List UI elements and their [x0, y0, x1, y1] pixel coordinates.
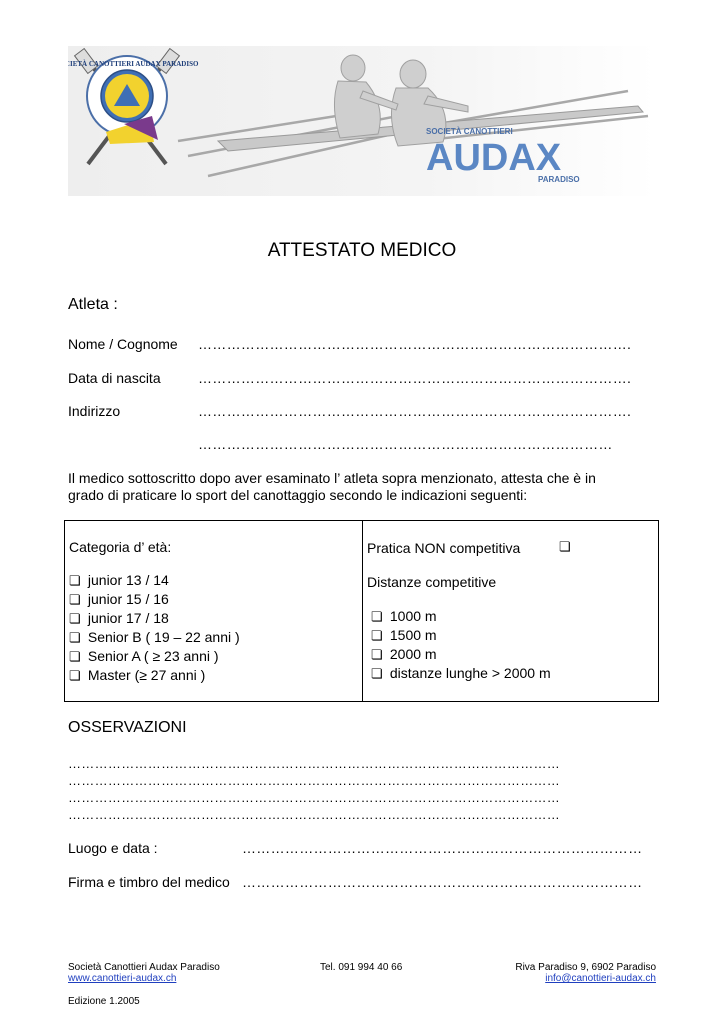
distance-item-long[interactable]: ❏ distanze lunghe > 2000 m	[371, 665, 551, 681]
non-competitive-option[interactable]	[367, 539, 520, 558]
doctor-signature-field[interactable]: …………………………………………………………………………	[242, 874, 643, 890]
footer-org: Società Canottieri Audax Paradiso	[68, 962, 220, 973]
name-field[interactable]: ……………………………………………………………………………….	[198, 336, 632, 352]
observation-line[interactable]: …………………………………………………………………………………………………	[68, 790, 561, 805]
footer-address: Riva Paradiso 9, 6902 Paradiso	[515, 962, 656, 973]
category-item-junior-13-14[interactable]: ❏ junior 13 / 14	[69, 572, 169, 588]
logo-ring-text: SOCIETÀ CANOTTIERI AUDAX PARADISO	[68, 60, 199, 68]
observations-area[interactable]	[68, 755, 656, 823]
name-label: Nome / Cognome	[68, 336, 178, 352]
footer-website-link[interactable]: www.canottieri-audax.ch	[68, 973, 177, 984]
checkbox-icon[interactable]: ❏	[371, 628, 383, 643]
checkbox-icon[interactable]: ❏	[559, 539, 571, 554]
non-competitive-label: Pratica NON competitiva	[367, 540, 521, 556]
doctor-signature-label: Firma e timbro del medico	[68, 874, 230, 890]
brand-main-text: AUDAX	[426, 137, 562, 179]
address-label: Indirizzo	[68, 403, 121, 419]
checkbox-icon[interactable]: ❏	[69, 668, 81, 683]
doctor-statement	[68, 470, 668, 504]
age-category-heading: Categoria d’ età:	[69, 539, 172, 555]
rowing-banner-graphic	[68, 46, 656, 196]
checkbox-icon[interactable]: ❏	[69, 630, 81, 645]
address-field[interactable]: ……………………………………………………………………………….	[198, 403, 632, 419]
distances-heading: Distanze competitive	[367, 574, 497, 590]
distance-item-1500[interactable]: ❏ 1500 m	[371, 627, 437, 643]
observation-line[interactable]: …………………………………………………………………………………………………	[68, 756, 561, 771]
category-item-senior-b[interactable]: ❏ Senior B ( 19 – 22 anni )	[69, 629, 240, 645]
observation-line[interactable]: …………………………………………………………………………………………………	[68, 773, 561, 788]
checkbox-icon[interactable]: ❏	[69, 649, 81, 664]
table-divider	[362, 521, 363, 701]
checkbox-icon[interactable]: ❏	[371, 609, 383, 624]
header-banner	[68, 46, 656, 196]
category-item-junior-17-18[interactable]: ❏ junior 17 / 18	[69, 610, 169, 626]
place-date-label: Luogo e data :	[68, 840, 158, 856]
distances-list	[371, 607, 551, 683]
distance-item-1000[interactable]: ❏ 1000 m	[371, 608, 437, 624]
checkbox-icon[interactable]: ❏	[69, 573, 81, 588]
checkbox-icon[interactable]: ❏	[371, 647, 383, 662]
brand-small-text: SOCIETÀ CANOTTIERI	[426, 127, 513, 136]
birthdate-label: Data di nascita	[68, 370, 161, 386]
distance-item-2000[interactable]: ❏ 2000 m	[371, 646, 437, 662]
footer-phone: Tel. 091 994 40 66	[320, 962, 403, 973]
statement-line-1: Il medico sottoscritto dopo aver esaminato l’ atleta sopra menzionato, attesta che è in	[68, 470, 596, 486]
place-date-field[interactable]: …………………………………………………………………………	[242, 840, 643, 856]
statement-line-2: grado di praticare lo sport del canottaggio secondo le indicazioni seguenti:	[68, 487, 528, 503]
footer-email-link[interactable]: info@canottieri-audax.ch	[545, 973, 656, 984]
age-category-list	[69, 571, 240, 685]
category-item-master[interactable]: ❏ Master (≥ 27 anni )	[69, 667, 206, 683]
birthdate-field[interactable]: ……………………………………………………………………………….	[198, 370, 632, 386]
address-field-line2[interactable]: ……………………………………………………………………………	[198, 436, 613, 452]
checkbox-icon[interactable]: ❏	[371, 666, 383, 681]
document-title: ATTESTATO MEDICO	[267, 240, 457, 261]
category-item-junior-15-16[interactable]: ❏ junior 15 / 16	[69, 591, 169, 607]
observations-heading: OSSERVAZIONI	[68, 719, 187, 736]
category-item-senior-a[interactable]: ❏ Senior A ( ≥ 23 anni )	[69, 648, 219, 664]
athlete-heading: Atleta :	[68, 296, 118, 313]
category-table	[64, 520, 659, 702]
brand-sub-text: PARADISO	[538, 175, 580, 184]
checkbox-icon[interactable]: ❏	[69, 592, 81, 607]
footer-edition: Edizione 1.2005	[68, 996, 140, 1007]
observation-line[interactable]: …………………………………………………………………………………………………	[68, 807, 561, 822]
checkbox-icon[interactable]: ❏	[69, 611, 81, 626]
